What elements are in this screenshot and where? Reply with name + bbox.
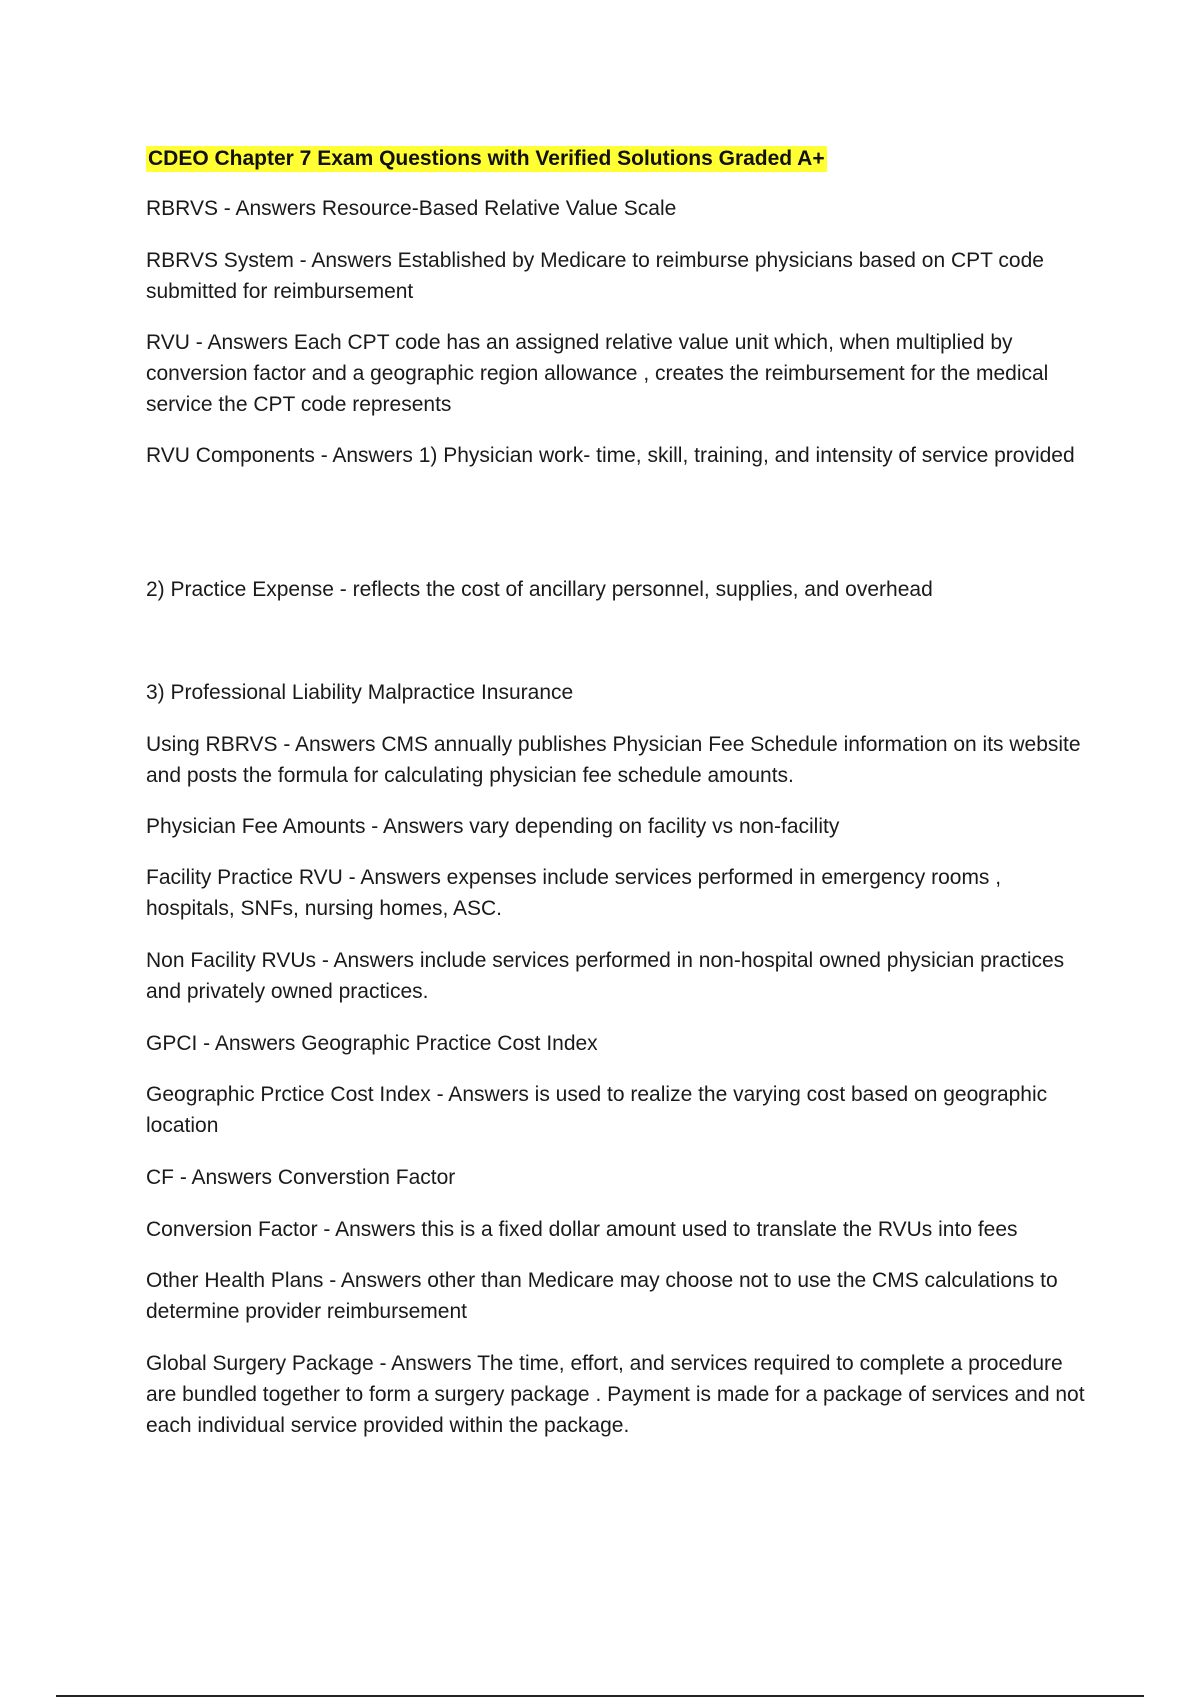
qa-paragraph: GPCI - Answers Geographic Practice Cost Index	[146, 1032, 598, 1055]
qa-paragraph: Geographic Prctice Cost Index - Answers is used to realize the varying cost based on geographic location	[146, 1083, 1048, 1137]
qa-paragraph: Conversion Factor - Answers this is a fixed dollar amount used to translate the RVUs into fees	[146, 1218, 1018, 1241]
qa-paragraph: CF - Answers Converstion Factor	[146, 1166, 456, 1189]
qa-paragraph: Facility Practice RVU - Answers expenses include services performed in emergency rooms , hospitals, SNFs, nursing homes, ASC.	[146, 866, 1002, 920]
qa-paragraph: 2) Practice Expense - reflects the cost of ancillary personnel, supplies, and overhead	[146, 578, 933, 601]
qa-paragraph: RBRVS - Answers Resource-Based Relative Value Scale	[146, 197, 677, 220]
qa-paragraph: RVU Components - Answers 1) Physician work- time, skill, training, and intensity of service provided	[146, 444, 1075, 467]
qa-paragraph: Using RBRVS - Answers CMS annually publishes Physician Fee Schedule information on its website and posts the formula for calculating physician fee schedule amounts.	[146, 733, 1081, 787]
qa-paragraph: Global Surgery Package - Answers The time, effort, and services required to complete a procedure are bundled together to form a surgery package . Payment is made for a package of services and not each individual service provided within the package.	[146, 1352, 1085, 1437]
page-bottom-rule	[56, 1695, 1144, 1697]
document-title: CDEO Chapter 7 Exam Questions with Verified Solutions Graded A+	[148, 147, 825, 170]
qa-paragraph: RVU - Answers Each CPT code has an assigned relative value unit which, when multiplied by conversion factor and a geographic region allowance , creates the reimbursement for the medical service the CPT code represents	[146, 331, 1049, 416]
qa-paragraph: 3) Professional Liability Malpractice Insurance	[146, 681, 574, 704]
qa-paragraph: RBRVS System - Answers Established by Medicare to reimburse physicians based on CPT code submitted for reimbursement	[146, 249, 1044, 303]
qa-paragraph: Physician Fee Amounts - Answers vary depending on facility vs non-facility	[146, 815, 840, 838]
qa-paragraph: Non Facility RVUs - Answers include services performed in non-hospital owned physician practices and privately owned practices.	[146, 949, 1065, 1003]
qa-paragraph: Other Health Plans - Answers other than Medicare may choose not to use the CMS calculations to determine provider reimbursement	[146, 1269, 1058, 1323]
